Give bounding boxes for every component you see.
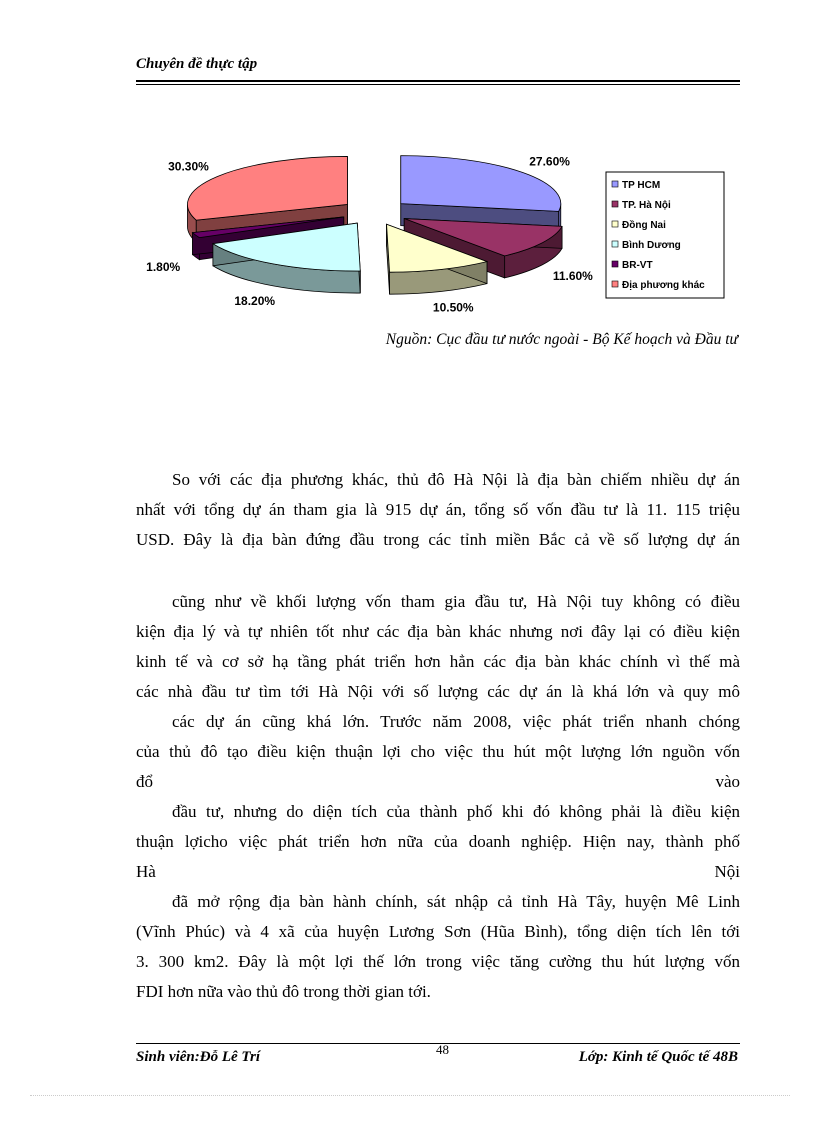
text-line: các dự án cũng khá lớn. Trước năm 2008, việc phát triển nhanh chóng	[172, 712, 740, 731]
text-line: FDI hơn nữa vào thủ đô trong thời gian tới.	[136, 982, 431, 1001]
legend-swatch	[612, 201, 618, 207]
legend-label: Đồng Nai	[622, 220, 666, 231]
text-line: kinh tế và cơ sở hạ tầng phát triển hơn hẳn các địa bàn khác chính vì thế mà	[136, 652, 740, 671]
data-label: 27.60%	[529, 154, 570, 169]
legend-label: Bình Dương	[622, 240, 681, 251]
header-rule-thin	[136, 84, 740, 85]
footer-student: Sinh viên:Đỗ Lê Trí	[136, 1049, 261, 1065]
legend-swatch	[612, 281, 618, 287]
legend-label: TP HCM	[622, 180, 661, 191]
text-line: So với các địa phương khác, thủ đô Hà Nội là địa bàn chiếm nhiều dự án	[172, 470, 740, 489]
paragraph-1	[136, 465, 740, 555]
footer-class: Lớp: Kinh tế Quốc tế 48B	[578, 1049, 738, 1065]
word: đổ	[136, 772, 153, 791]
legend-label: BR-VT	[622, 260, 653, 271]
text-line: đầu tư, nhưng do diện tích của thành phố khi đó không phải là điều kiện	[172, 802, 740, 821]
text-line: đã mở rộng địa bàn hành chính, sát nhập cả tỉnh Hà Tây, huyện Mê Linh	[172, 892, 740, 911]
paragraph-2	[136, 587, 740, 1007]
text-line: của thủ đô tạo điều kiện thuận lợi cho việc thu hút một lượng lớn nguồn vốn	[136, 742, 740, 761]
legend-label: Địa phương khác	[622, 280, 705, 291]
page-number: 48	[436, 1042, 449, 1057]
chart-source: Nguồn: Cục đầu tư nước ngoài - Bộ Kế hoạch và Đầu tư	[385, 331, 738, 348]
header-title: Chuyên đề thực tập	[136, 56, 258, 72]
text-line: USD. Đây là địa bàn đứng đầu trong các tỉnh miền Bắc cả về số lượng dự án	[136, 530, 740, 549]
fdi-pie-chart	[146, 150, 750, 315]
word: vào	[715, 772, 740, 791]
text-line: các nhà đầu tư tìm tới Hà Nội với số lượng các dự án là khá lớn và quy mô	[136, 682, 740, 701]
legend-swatch	[612, 221, 618, 227]
data-label: 1.80%	[146, 260, 181, 275]
legend-swatch	[612, 261, 618, 267]
data-label: 18.20%	[234, 293, 276, 308]
header-rule	[136, 80, 740, 82]
text-line: (Vĩnh Phúc) và 4 xã của huyện Lương Sơn (Hũa Bình), tổng diện tích lên tới	[136, 922, 740, 941]
data-label: 30.30%	[168, 159, 209, 174]
data-label: 11.60%	[552, 269, 593, 284]
pie-chart-svg	[146, 150, 750, 315]
text-line	[136, 857, 740, 887]
legend-swatch	[612, 241, 618, 247]
text-line: 3. 300 km2. Đây là một lợi thế lớn trong việc tăng cường thu hút lượng vốn	[136, 952, 740, 971]
legend-label: TP. Hà Nội	[622, 200, 671, 211]
word: Hà	[136, 862, 156, 881]
data-label: 10.50%	[432, 300, 474, 315]
word: Nội	[714, 862, 740, 881]
text-line: cũng như về khối lượng vốn tham gia đầu tư, Hà Nội tuy không có điều	[172, 592, 740, 611]
text-line: nhất với tổng dự án tham gia là 915 dự án, tổng số vốn đầu tư là 11. 115 triệu	[136, 500, 740, 519]
text-line: kiện địa lý và tự nhiên tốt như các địa bàn khác nhưng nơi đây lại có điều kiện	[136, 622, 740, 641]
legend-swatch	[612, 181, 618, 187]
page-edge	[30, 1095, 790, 1096]
text-line: thuận lợicho việc phát triển hơn nữa của doanh nghiệp. Hiện nay, thành phố	[136, 832, 740, 851]
text-line	[136, 767, 740, 797]
